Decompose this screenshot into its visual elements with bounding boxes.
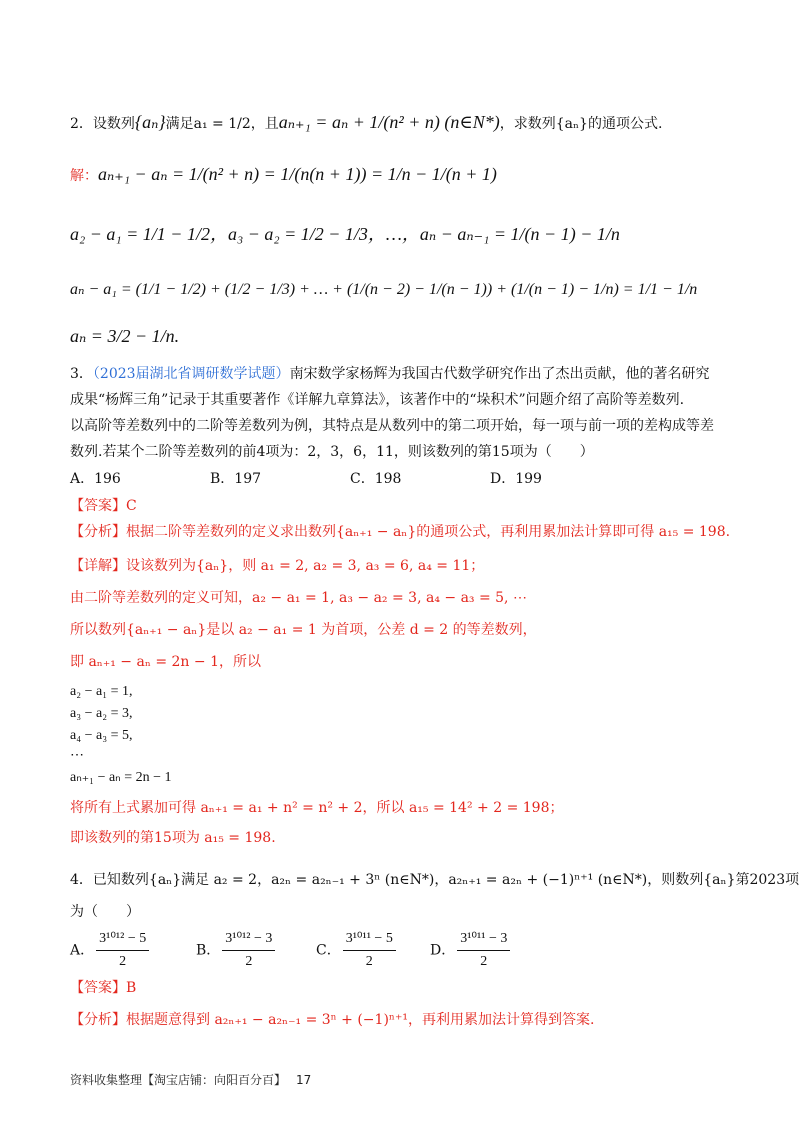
q3-answer — [70, 496, 137, 516]
footer-text: 资料收集整理【淘宝店铺：向阳百分百】 — [70, 1073, 287, 1087]
q3-text-1: 南宋数学家杨辉为我国古代数学研究作出了杰出贡献，他的著名研究 — [289, 366, 710, 382]
detail-label: 【详解】 — [70, 558, 126, 574]
q3-source: （2023届湖北省调研数学试题） — [92, 366, 290, 382]
solution-2-eq-1: aₙ₊₁ − aₙ = 1/(n² + n) = 1/(n(n + 1)) = 1/n − 1/(n + 1) — [98, 164, 497, 184]
q3-option-d: D．199 — [490, 471, 542, 487]
q4-option-c-numerator: 3¹⁰¹¹ − 5 — [343, 928, 396, 951]
question-4-line-1: 4．已知数列{aₙ}满足 a₂ = 2，a₂ₙ = a₂ₙ₋₁ + 3ⁿ (n∈N*)，a₂ₙ₊₁ = a₂ₙ + (−1)ⁿ⁺¹ (n∈N*)，则数列{aₙ}第2023项 — [70, 872, 800, 888]
q3-detail-2: 由二阶等差数列的定义可知，a₂ − a₁ = 1, a₃ − a₂ = 3, a₄ − a₃ = 5, ⋯ — [70, 590, 527, 606]
analysis-text: 根据二阶等差数列的定义求出数列{aₙ₊₁ − aₙ}的通项公式，再利用累加法计算即可得 a₁₅ = 198. — [126, 524, 731, 540]
q4-answer-label: 【答案】 — [70, 980, 126, 996]
solution-label: 解： — [70, 168, 98, 184]
q4-option-a-fraction — [96, 928, 149, 973]
q3-detail-3: 所以数列{aₙ₊₁ − aₙ}是以 a₂ − a₁ = 1 为首项，公差 d = 2 的等差数列， — [70, 622, 537, 638]
q2-stem-suffix: ，求数列{aₙ}的通项公式. — [499, 116, 663, 132]
q4-option-b-numerator: 3¹⁰¹² − 3 — [222, 928, 275, 951]
solution-2-step-1 — [70, 164, 497, 186]
q4-option-d-letter: D． — [430, 942, 456, 959]
solution-2-step-4 — [70, 326, 179, 348]
q2-sequence: {aₙ} — [134, 112, 166, 132]
question-3-line-4: 数列.若某个二阶等差数列的前4项为：2，3，6，11，则该数列的第15项为（ ） — [70, 444, 594, 460]
q4-option-b-letter: B． — [196, 942, 221, 959]
q4-option-c — [316, 928, 398, 973]
detail-text-1: 设该数列为{aₙ}，则 a₁ = 2, a₂ = 3, a₃ = 6, a₄ = 11； — [126, 558, 485, 574]
q3-option-b: B．197 — [210, 471, 262, 487]
question-3-line-2: 成果“杨辉三角”记录于其重要著作《详解九章算法》，该著作中的“垛积术”问题介绍了高阶等差数列. — [70, 392, 685, 408]
question-2 — [70, 112, 662, 134]
page-number: 17 — [296, 1073, 312, 1087]
q2-recurrence: aₙ₊₁ = aₙ + 1/(n² + n) (n∈N*) — [278, 112, 500, 132]
solution-2-step-3 — [70, 280, 697, 300]
q3-option-c: C．198 — [350, 471, 402, 487]
q3-detail-4: 即 aₙ₊₁ − aₙ = 2n − 1，所以 — [70, 654, 261, 670]
q4-option-a — [70, 928, 151, 973]
solution-2-eq-4: aₙ = 3/2 − 1/n. — [70, 326, 180, 346]
q4-option-b-denominator: 2 — [245, 954, 253, 969]
q4-option-c-fraction — [343, 928, 396, 973]
answer-value: C — [126, 498, 137, 514]
q3-detail-6: 即该数列的第15项为 a₁₅ = 198. — [70, 830, 276, 846]
solution-2-step-2 — [70, 224, 620, 246]
q3-eq-2: a₃ − a₂ = 3, — [70, 706, 133, 721]
q4-option-d-numerator: 3¹⁰¹¹ − 3 — [457, 928, 510, 951]
q4-option-b — [196, 928, 277, 973]
question-3-line-1 — [70, 364, 710, 384]
q2-condition: 满足a₁ = 1/2，且 — [165, 116, 279, 132]
analysis-label: 【分析】 — [70, 524, 126, 540]
q3-eq-3: a₄ − a₃ = 5, — [70, 728, 133, 743]
q4-option-b-fraction — [222, 928, 275, 973]
q3-detail-1 — [70, 556, 484, 576]
q4-option-d-denominator: 2 — [480, 954, 488, 969]
solution-2-eq-3: aₙ − a₁ = (1/1 − 1/2) + (1/2 − 1/3) + … + (1/(n − 2) − 1/(n − 1)) + (1/(n − 1) − 1/n) = 1/1 − 1/n — [70, 281, 698, 298]
q4-option-a-denominator: 2 — [119, 954, 127, 969]
q4-option-c-letter: C． — [316, 942, 341, 959]
answer-label: 【答案】 — [70, 498, 126, 514]
q4-option-a-numerator: 3¹⁰¹² − 5 — [96, 928, 149, 951]
q3-detail-5: 将所有上式累加可得 aₙ₊₁ = a₁ + n² = n² + 2，所以 a₁₅ = 14² + 2 = 198； — [70, 800, 564, 816]
q4-answer-value: B — [126, 980, 137, 996]
q3-eq-1: a₂ − a₁ = 1, — [70, 684, 133, 699]
q4-option-d-fraction — [457, 928, 510, 973]
q2-stem-prefix: 2．设数列 — [70, 116, 135, 132]
q4-answer — [70, 978, 136, 998]
solution-2-eq-2: a₂ − a₁ = 1/1 − 1/2，a₃ − a₂ = 1/2 − 1/3，…，aₙ − aₙ₋₁ = 1/(n − 1) − 1/n — [70, 224, 620, 244]
q4-option-a-letter: A． — [70, 942, 95, 959]
question-4-line-2: 为（ ） — [70, 904, 140, 920]
q4-analysis-label: 【分析】 — [70, 1012, 126, 1028]
q3-eq-4: ⋯ — [70, 748, 84, 763]
q3-analysis — [70, 522, 730, 542]
q3-eq-5: aₙ₊₁ − aₙ = 2n − 1 — [70, 770, 172, 785]
q4-option-d — [430, 928, 512, 973]
q3-option-a: A．196 — [70, 471, 121, 487]
question-3-line-3: 以高阶等差数列中的二阶等差数列为例，其特点是从数列中的第二项开始，每一项与前一项的差构成等差 — [70, 418, 714, 434]
page-footer — [70, 1071, 311, 1088]
q4-analysis — [70, 1010, 594, 1030]
q4-analysis-text: 根据题意得到 a₂ₙ₊₁ − a₂ₙ₋₁ = 3ⁿ + (−1)ⁿ⁺¹，再利用累加法计算得到答案. — [126, 1012, 595, 1028]
q3-number: 3． — [70, 366, 93, 382]
q4-option-c-denominator: 2 — [365, 954, 373, 969]
